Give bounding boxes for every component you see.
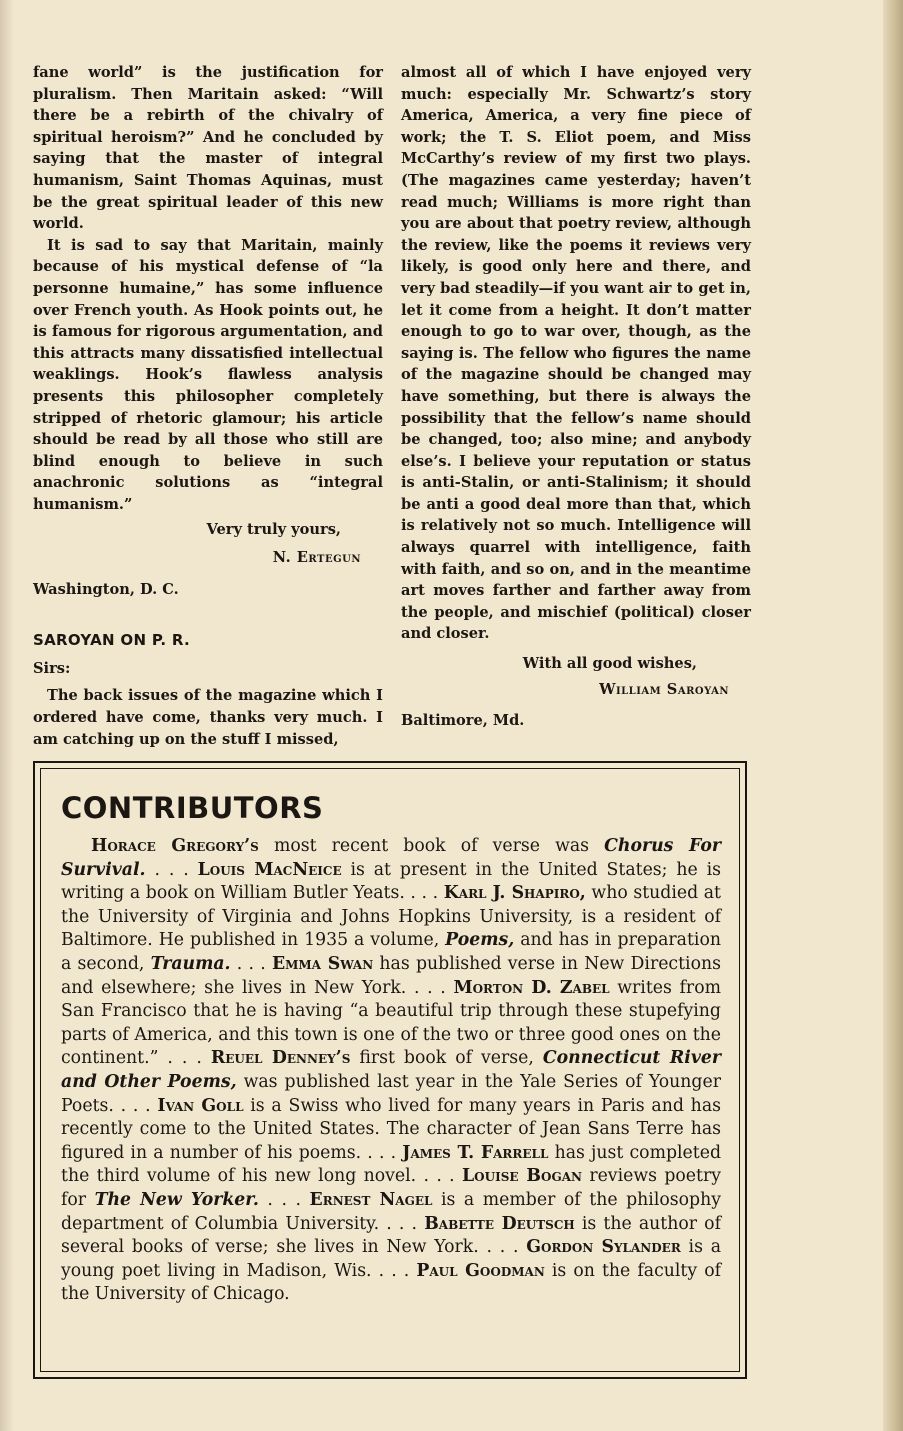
contributor-name: Louis MacNeice <box>197 859 342 880</box>
contributor-text: reviews poetry for <box>61 1166 721 1210</box>
contributor-text: has just completed the third volume of his new long novel. . . . <box>61 1142 722 1187</box>
book-title: Chorus For Survival. <box>61 836 722 880</box>
saroyan-place: Baltimore, Md. <box>401 712 525 730</box>
page-edge <box>883 0 903 1431</box>
contributor-name: Gordon Sylander <box>526 1237 681 1258</box>
contributor-name: Paul Goodman <box>416 1260 545 1281</box>
contributor-text: . . . <box>145 859 198 880</box>
contributor-text: . . . <box>258 1189 310 1210</box>
contributor-name: Emma Swan <box>271 953 374 974</box>
letter-signer: N. Ertegun <box>272 549 361 567</box>
maritain-paragraph-1: fane world” is the justification for pluralism. Then Maritain asked: “Will there be a rebirth of the chivalry of spiritual heroism?” And he concluded by saying that the master of integral humanism, Saint Thomas Aquinas, must be the great spiritual leader of this new world. <box>33 64 383 233</box>
contributor-name: Reuel Denney’s <box>210 1048 351 1069</box>
saroyan-letter-start: The back issues of the magazine which I ordered have come, thanks very much. I am catching up on the stuff I missed, <box>33 687 383 748</box>
contributor-name: Ivan Goll <box>157 1095 244 1116</box>
contributors-text <box>61 835 721 1307</box>
contributor-text: . . . <box>230 953 272 974</box>
section-heading: SAROYAN ON P. R. <box>33 631 191 650</box>
contributors-title: CONTRIBUTORS <box>61 791 324 825</box>
contributor-name: Karl J. Shapiro, <box>443 883 586 904</box>
contributor-name: Morton D. Zabel <box>453 977 610 998</box>
book-title: Connecticut River and Other Poems, <box>61 1048 721 1092</box>
binding-shadow <box>0 0 14 1431</box>
contributor-name: Horace Gregory’s <box>91 836 259 856</box>
book-title: The New Yorker. <box>94 1189 259 1210</box>
saroyan-letter-body: almost all of which I have enjoyed very much: especially Mr. Schwartz’s story America, America, a very fine piece of work; the T. S. Eliot poem, and Miss McCarthy’s review of my first two plays. (The magazines came yesterday; haven’t read much; Williams is more right than you are about that poetry review, although the review, like the poems it reviews very likely, is good only here and there, and very bad steadily—if you want air to get in, let it come from a height. It don’t matter enough to go to war over, though, as the saying is. The fellow who figures the name of the magazine should be changed may have something, but there is always the possibility that the fellow’s name should be changed, too; also mine; and anybody else’s. I believe your reputation or status is anti-Stalin, or anti-Stalinism; it should be anti a good deal more than that, which is relatively not so much. Intelligence will always quarrel with intelligence, faith with faith, and so on, and in the meantime art moves farther and farther away from the people, and mischief (political) closer and closer. <box>401 64 751 643</box>
contributor-text: and has in preparation a second, <box>61 930 721 974</box>
contributor-name: Louise Bogan <box>462 1166 582 1187</box>
contributor-text: was published last year in the Yale Series of Younger Poets. . . . <box>61 1071 721 1116</box>
contributor-name: Ernest Nagel <box>309 1189 433 1210</box>
book-title: Poems, <box>445 930 515 951</box>
contributor-text: most recent book of verse was <box>258 836 605 856</box>
book-title: Trauma. <box>150 953 231 974</box>
contributor-text: is at present in the United States; he is writing a book on William Butler Yeats. . . . <box>61 859 722 904</box>
contributor-text: is a Swiss who lived for many years in Paris and has recently come to the United States. The character of Jean Sans Terre has figured in a number of his poems. . . . <box>61 1095 721 1163</box>
contributor-text: is the author of several books of verse; she lives in New York. . . . <box>61 1213 721 1258</box>
salutation: Sirs: <box>33 659 71 677</box>
letter-place: Washington, D. C. <box>33 580 179 598</box>
contributor-text: is on the faculty of the University of Chicago. <box>61 1260 721 1305</box>
contributors-box <box>33 761 747 1379</box>
contributor-text: is a young poet living in Madison, Wis. . . . <box>61 1237 721 1281</box>
left-column <box>33 62 383 750</box>
contributor-text: writes from San Francisco that he is having “a beautiful trip through these stupefying parts of America, and this town is one of the two or three good ones on the continent.” . . . <box>61 977 721 1069</box>
contributor-name: Babette Deutsch <box>424 1213 575 1234</box>
contributor-text: first book of verse, <box>350 1048 543 1069</box>
contributor-text: is a member of the philosophy department of Columbia University. . . . <box>61 1189 721 1234</box>
contributor-text: who studied at the University of Virginia and Johns Hopkins University, is a resident of Baltimore. He published in 1935 a volume, <box>61 883 722 951</box>
maritain-paragraph-2: It is sad to say that Maritain, mainly because of his mystical defense of “la personne humaine,” has some influence over French youth. As Hook points out, he is famous for rigorous argumentation, and this attracts many dissatisfied intellectual weaklings. Hook’s flawless analysis presents this philosopher completely stripped of rhetoric glamour; his article should be read by all those who still are blind enough to believe in such anachronic solutions as “integral humanism.” <box>33 236 383 513</box>
right-column <box>401 62 751 732</box>
contributor-text: has published verse in New Directions and elsewhere; she lives in New York. . . . <box>61 953 721 998</box>
letter-closing: Very truly yours, <box>206 521 341 539</box>
contributor-name: James T. Farrell <box>402 1142 549 1163</box>
saroyan-closing: With all good wishes, <box>522 655 697 673</box>
saroyan-signer: William Saroyan <box>599 680 729 698</box>
